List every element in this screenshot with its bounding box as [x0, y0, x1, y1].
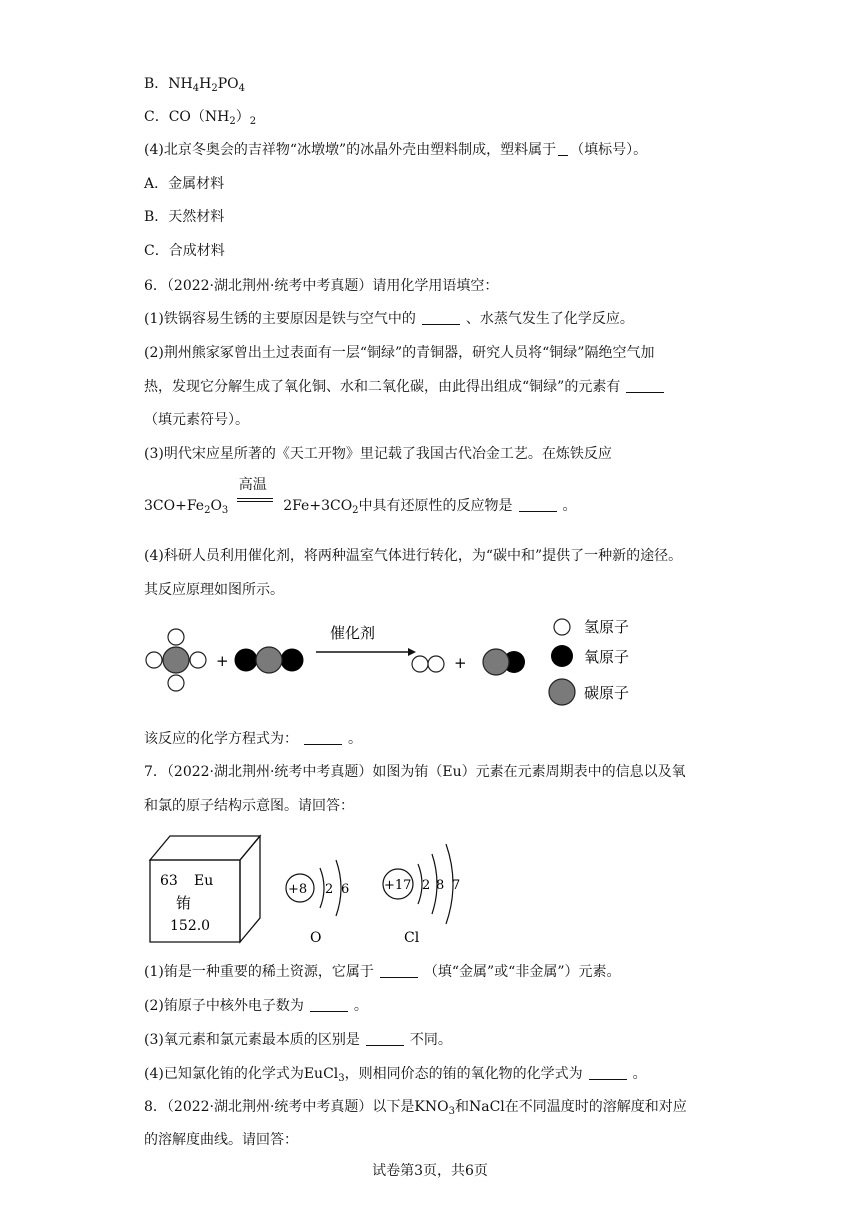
methane-molecule — [146, 629, 206, 691]
answer-blank[interactable] — [366, 1031, 404, 1046]
question-7-title-line2: 和氯的原子结构示意图。请回答： — [144, 798, 354, 814]
svg-text:碳原子: 碳原子 — [584, 684, 630, 702]
atomic-mass: 152.0 — [170, 918, 211, 934]
svg-text:+8: +8 — [288, 882, 308, 897]
question-6-2-line1: (2)荆州熊家冢曾出土过表面有一层“铜绿”的青铜器，研究人员将“铜绿”隔绝空气加 — [144, 345, 655, 361]
svg-text:O: O — [310, 930, 322, 946]
question-6-2-line2: 热，发现它分解生成了氧化铜、水和二氧化碳，由此得出组成“铜绿”的元素有 — [144, 377, 670, 397]
option-a: A．金属材料 — [144, 176, 225, 192]
option-b: B．天然材料 — [144, 209, 225, 225]
question-7-3: (3)氧元素和氯元素最本质的区别是 不同。 — [144, 1032, 452, 1048]
plus-sign: + — [216, 652, 229, 670]
svg-text:氢原子: 氢原子 — [584, 618, 630, 636]
option-b-formula: B．$NH_4H_2PO_4$ — [144, 76, 245, 94]
question-6-4-line1: (4)科研人员利用催化剂，将两种温室气体进行转化，为“碳中和”提供了一种新的途径。 — [144, 548, 683, 564]
element-name: 铕 — [176, 894, 192, 912]
carbon-monoxide-molecule — [483, 649, 525, 675]
arrow-head-icon — [408, 648, 416, 656]
answer-blank[interactable] — [310, 997, 348, 1012]
reaction-equation: $3CO+Fe_2O_3$ 高温 $2Fe+3CO_2$中具有还原性的反应物是 。 — [144, 477, 577, 516]
reaction-condition: 高温 — [237, 496, 275, 510]
question-8-title-line2: 的溶解度曲线。请回答： — [144, 1132, 298, 1148]
answer-blank[interactable] — [422, 310, 460, 325]
carbon-dioxide-molecule — [235, 647, 303, 673]
hydrogen-molecule — [412, 656, 444, 672]
svg-text:6: 6 — [341, 882, 350, 897]
question-7-1: (1)铕是一种重要的稀土资源，它属于 （填“金属”或“非金属”）元素。 — [144, 964, 621, 980]
question-7-title-line1: 7．（2022·湖北荆州·统考中考真题）如图为铕（Eu）元素在元素周期表中的信息以及氧 — [144, 764, 686, 780]
question-7-4: (4)已知氯化铕的化学式为EuCl$_3$，则相同价态的铕的氧化物的化学式为 。 — [144, 1066, 647, 1084]
svg-text:7: 7 — [452, 878, 461, 893]
element-structure-diagram — [142, 830, 482, 950]
answer-blank[interactable] — [304, 730, 342, 745]
chlorine-atom-structure — [383, 844, 460, 946]
question-5-4: (4)北京冬奥会的吉祥物“冰墩墩”的冰晶外壳由塑料制成，塑料属于 （填标号）。 — [144, 142, 648, 158]
option-c-formula: C．$CO(NH_2)_2$ — [144, 109, 257, 127]
answer-blank[interactable] — [626, 378, 664, 393]
reaction-diagram — [140, 612, 660, 712]
svg-text:+17: +17 — [384, 878, 412, 893]
element-symbol: Eu — [194, 873, 214, 889]
question-6-2-line3: （填元素符号）。 — [144, 412, 249, 428]
option-c: C．合成材料 — [144, 243, 225, 259]
page-footer: 试卷第3页，共6页 — [372, 1163, 488, 1179]
question-6-title: 6．（2022·湖北荆州·统考中考真题）请用化学用语填空： — [144, 278, 499, 294]
question-6-4-line2: 其反应原理如图所示。 — [144, 582, 284, 598]
carbon-legend-icon — [549, 679, 575, 705]
legend — [549, 618, 629, 705]
question-8-title-line1: 8．（2022·湖北荆州·统考中考真题）以下是$KNO_3$和NaCl在不同温度时的溶解度和对应 — [144, 1099, 687, 1117]
question-6-3-line1: (3)明代宋应星所著的《天工开物》里记载了我国古代冶金工艺。在炼铁反应 — [144, 446, 612, 462]
question-6-4-equation: 该反应的化学方程式为： 。 — [144, 731, 362, 747]
answer-blank[interactable] — [380, 963, 418, 978]
answer-blank[interactable] — [519, 497, 557, 512]
oxygen-atom-structure — [286, 860, 349, 946]
catalyst-label: 催化剂 — [330, 624, 376, 642]
hydrogen-legend-icon — [554, 619, 570, 635]
question-6-1: (1)铁锅容易生锈的主要原因是铁与空气中的 、水蒸气发生了化学反应。 — [144, 311, 634, 327]
atomic-number: 63 — [160, 873, 178, 889]
answer-blank[interactable] — [589, 1065, 627, 1080]
svg-text:2: 2 — [325, 882, 334, 897]
question-7-2: (2)铕原子中核外电子数为 。 — [144, 998, 368, 1014]
svg-text:2: 2 — [422, 878, 431, 893]
oxygen-legend-icon — [551, 645, 573, 667]
svg-text:8: 8 — [436, 878, 445, 893]
plus-sign: + — [454, 654, 467, 672]
svg-text:氧原子: 氧原子 — [584, 648, 630, 666]
answer-blank[interactable] — [558, 141, 568, 156]
svg-text:Cl: Cl — [404, 930, 420, 946]
